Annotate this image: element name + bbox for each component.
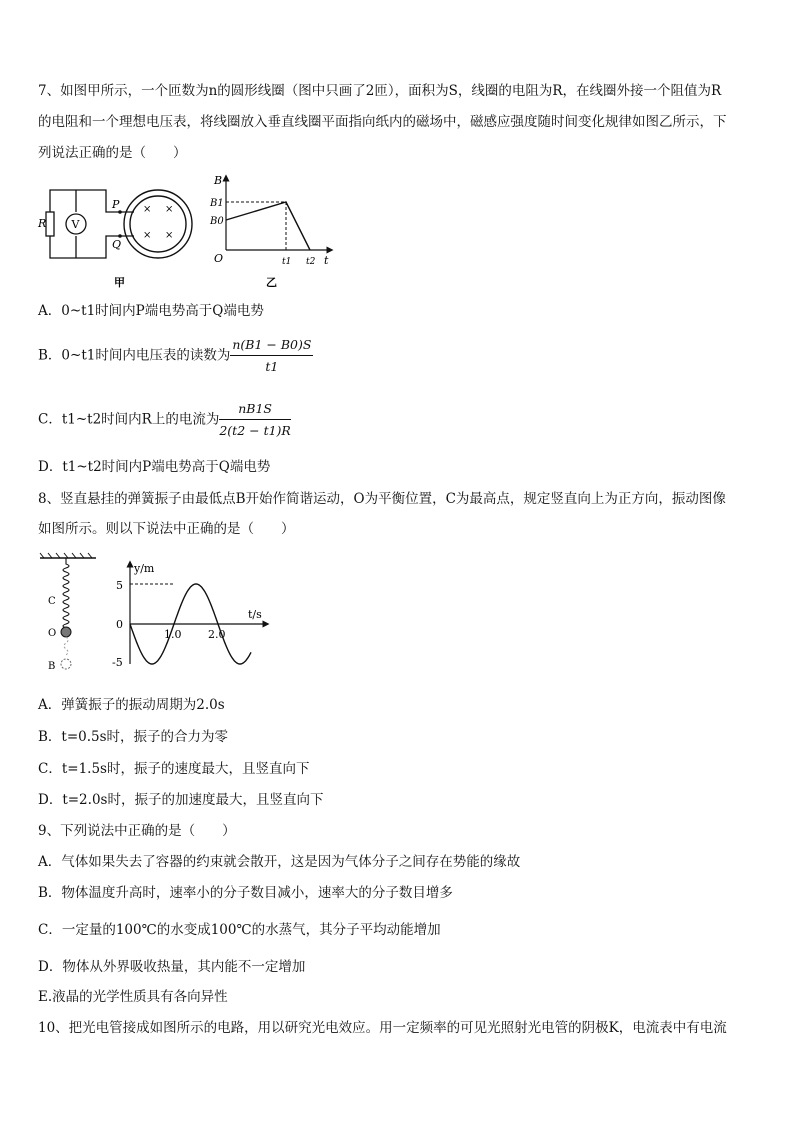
B-t-curve bbox=[226, 202, 310, 250]
q9-option-c: C．一定量的100℃的水变成100℃的水蒸气，其分子平均动能增加 bbox=[38, 922, 441, 938]
q8-option-b: B．t=0.5s时，振子的合力为零 bbox=[38, 729, 229, 745]
q10-stem-line-1: 10、把光电管接成如图所示的电路，用以研究光电效应。用一定频率的可见光照射光电管的阴极K，电流表中有电流 bbox=[38, 1020, 727, 1036]
field-cross: × bbox=[165, 230, 174, 241]
coil-inner bbox=[130, 196, 186, 252]
label-O: O bbox=[48, 628, 57, 639]
caption-yi: 乙 bbox=[266, 276, 277, 289]
q7-option-c: C．t1~t2时间内R上的电流为 $\frac{nB1S}{2(t2 - t1)R}$ bbox=[38, 401, 291, 438]
q7-stem-line-1: 7、如图甲所示，一个匝数为n的圆形线圈（图中只画了2匝），面积为S，线圈的电阻为R，在线圈外接一个阻值为R bbox=[38, 83, 722, 99]
tick-0: 0 bbox=[116, 618, 123, 631]
mass-ball bbox=[61, 627, 71, 637]
label-B1: B1 bbox=[210, 198, 224, 209]
field-cross: × bbox=[165, 204, 174, 215]
field-cross: × bbox=[143, 230, 152, 241]
mass-ball-dashed bbox=[61, 659, 71, 669]
caption-jia: 甲 bbox=[114, 276, 125, 289]
q9-option-a: A．气体如果失去了容器的约束就会散开，这是因为气体分子之间存在势能的缘故 bbox=[38, 854, 521, 870]
q7-option-d: D．t1~t2时间内P端电势高于Q端电势 bbox=[38, 459, 271, 475]
q8-option-a: A．弹簧振子的振动周期为2.0s bbox=[38, 697, 225, 713]
field-cross: × bbox=[143, 204, 152, 215]
q7-stem-line-3: 列说法正确的是（ ） bbox=[38, 145, 187, 161]
label-Q: Q bbox=[112, 238, 122, 251]
q7-option-a: A．0~t1时间内P端电势高于Q端电势 bbox=[38, 303, 264, 319]
axis-B: B bbox=[214, 174, 223, 187]
axis-t: t bbox=[324, 254, 329, 267]
label-O: O bbox=[214, 252, 224, 265]
tick-5: 5 bbox=[116, 579, 123, 592]
q8-option-c: C．t=1.5s时，振子的速度最大，且竖直向下 bbox=[38, 761, 310, 777]
label-t1: t1 bbox=[282, 257, 292, 267]
coil-outer bbox=[124, 190, 192, 258]
q7-figure-jia bbox=[36, 176, 196, 292]
label-V: V bbox=[71, 218, 80, 231]
tick-1: 1.0 bbox=[164, 628, 182, 641]
label-B: B bbox=[48, 661, 56, 672]
q8-spring-figure bbox=[36, 552, 102, 676]
q8-vibration-graph bbox=[108, 558, 272, 670]
t-axis-label: t/s bbox=[248, 608, 262, 621]
spring-coil bbox=[63, 558, 69, 630]
q7-figure-yi bbox=[206, 172, 346, 294]
label-P: P bbox=[112, 198, 120, 211]
label-t2: t2 bbox=[306, 257, 316, 267]
q9-option-b: B．物体温度升高时，速率小的分子数目减小，速率大的分子数目增多 bbox=[38, 885, 453, 901]
label-B0: B0 bbox=[210, 216, 224, 227]
q8-option-d: D．t=2.0s时，振子的加速度最大，且竖直向下 bbox=[38, 792, 324, 808]
q9-stem: 9、下列说法中正确的是（ ） bbox=[38, 823, 236, 839]
q9-option-e: E.液晶的光学性质具有各向异性 bbox=[38, 989, 228, 1005]
label-C: C bbox=[48, 596, 56, 607]
q7-stem-line-2: 的电阻和一个理想电压表，将线圈放入垂直线圈平面指向纸内的磁场中，磁感应强度随时间变化规律如图乙所示，下 bbox=[38, 114, 727, 130]
q9-option-d: D．物体从外界吸收热量，其内能不一定增加 bbox=[38, 959, 306, 975]
resistor-symbol bbox=[46, 212, 54, 236]
tick-2: 2.0 bbox=[208, 628, 226, 641]
y-axis-label: y/m bbox=[134, 562, 155, 575]
q8-stem-line-1: 8、竖直悬挂的弹簧振子由最低点B开始作简谐运动，O为平衡位置，C为最高点，规定竖直向上为正方向，振动图像 bbox=[38, 491, 726, 507]
q7-option-b: B．0~t1时间内电压表的读数为 $\frac{n(B1 - B0)S}{t1}$ bbox=[38, 337, 312, 374]
q8-stem-line-2: 如图所示。则以下说法中正确的是（ ） bbox=[38, 521, 295, 537]
label-R: R bbox=[38, 217, 47, 230]
tick-minus-5: -5 bbox=[112, 656, 123, 669]
